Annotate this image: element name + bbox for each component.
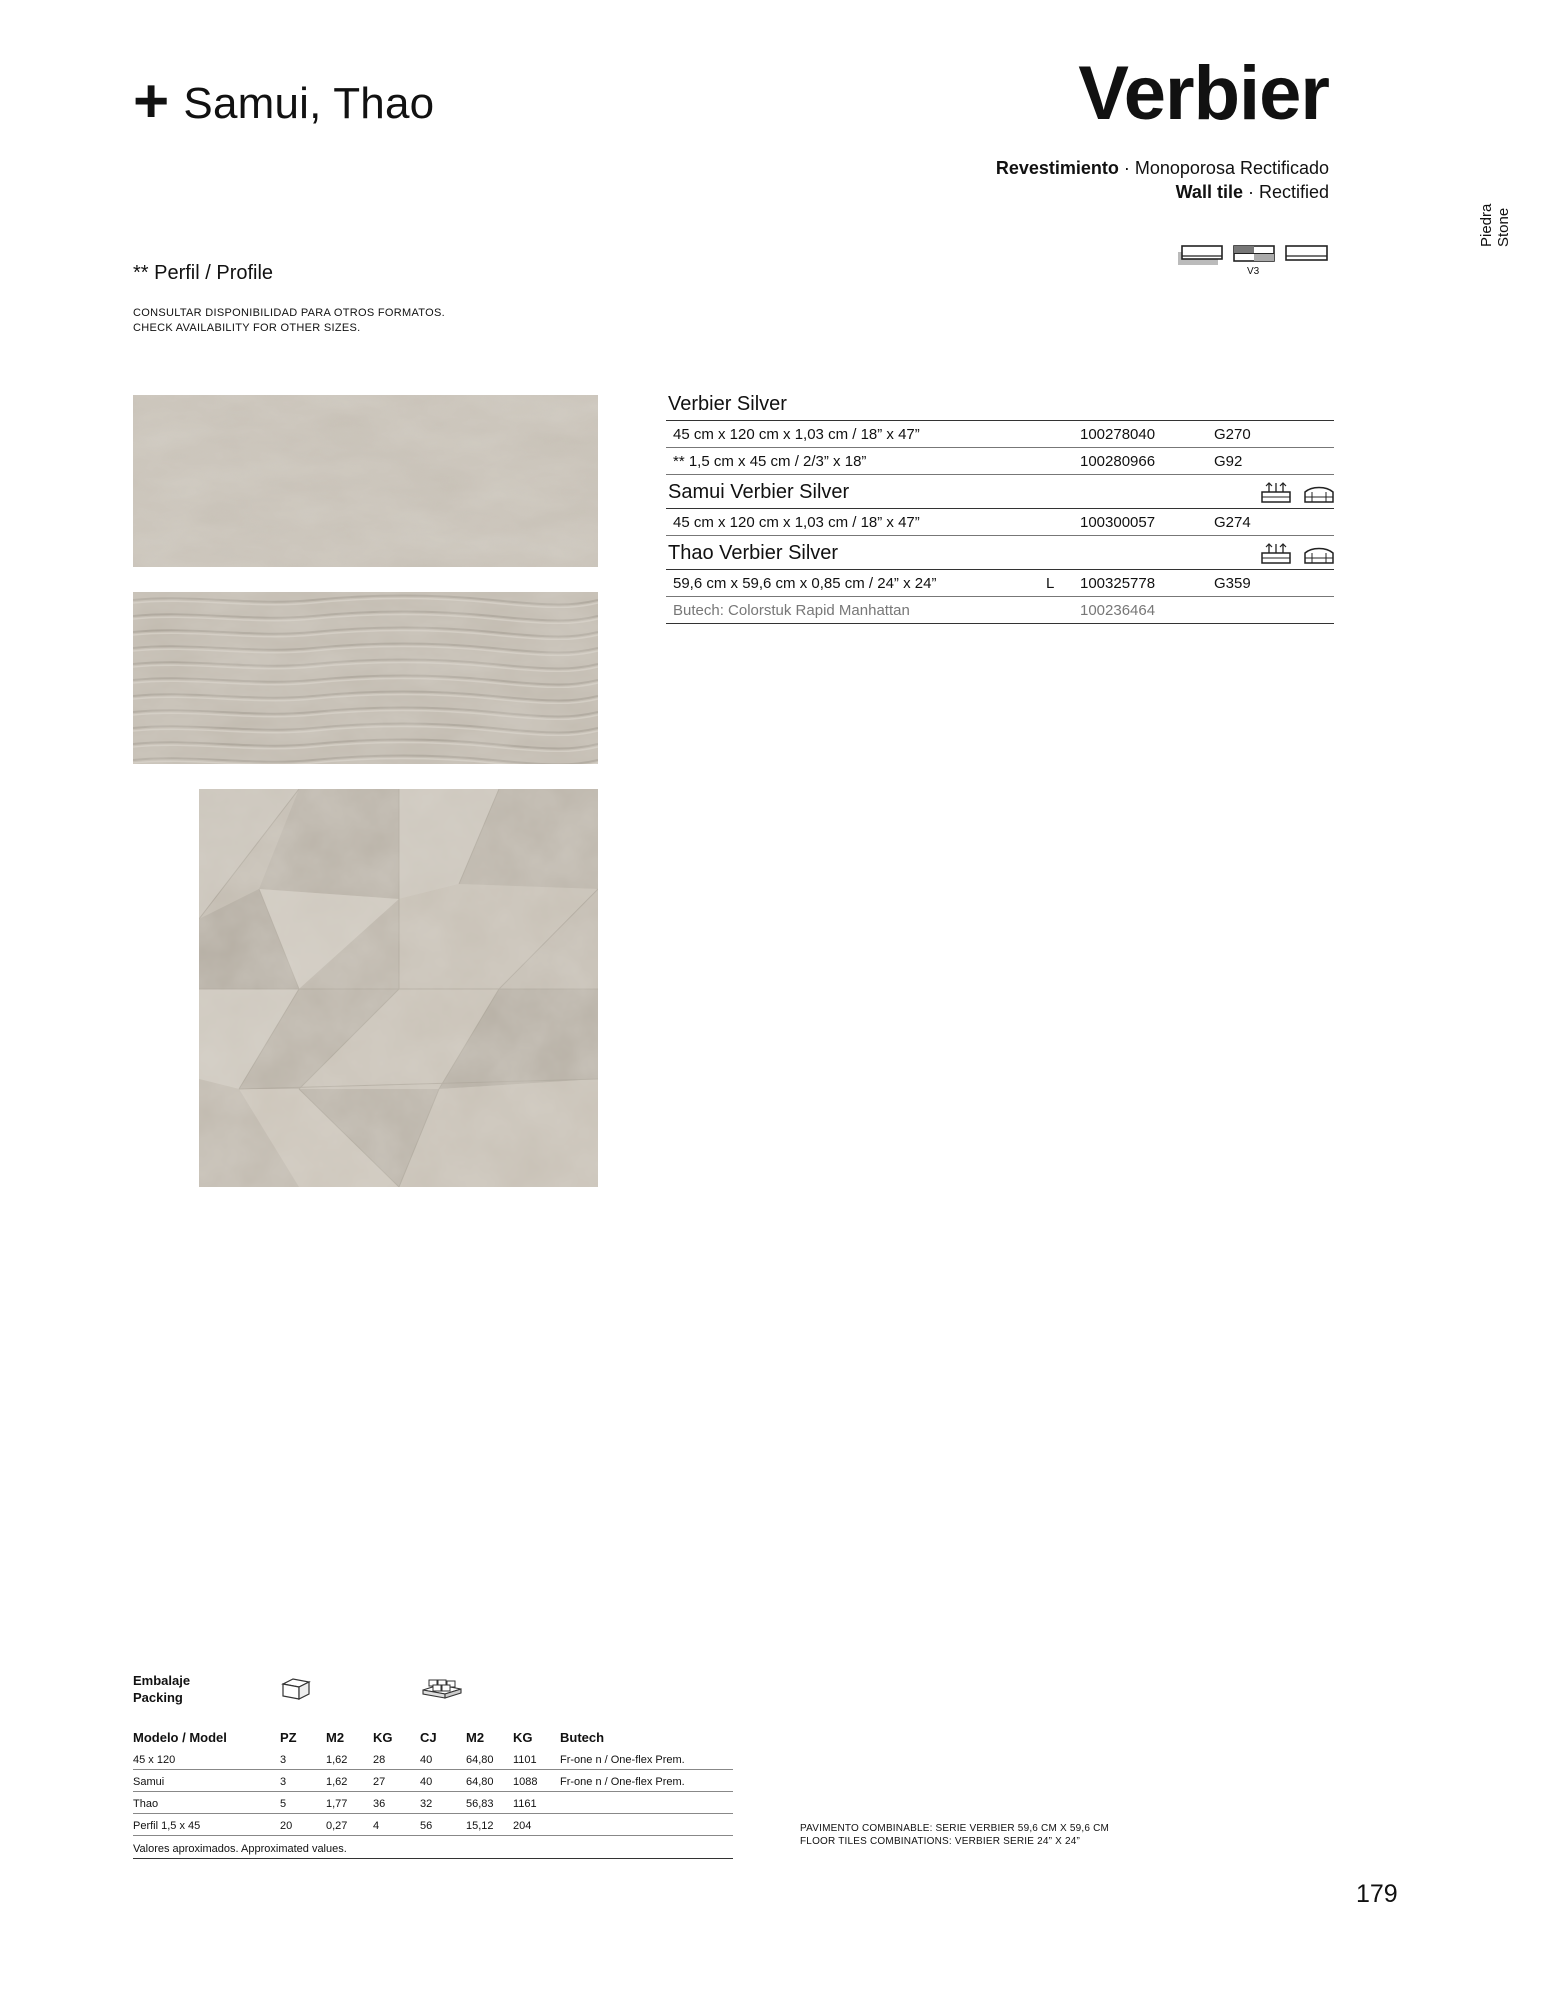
- plus-icon: +: [133, 67, 170, 136]
- packing-note-row: [133, 1835, 733, 1859]
- side-category-tab: [1478, 195, 1538, 255]
- combined-series-title: [133, 62, 435, 136]
- product-group: G92: [1214, 453, 1243, 470]
- combination-en: FLOOR TILES COMBINATIONS: VERBIER SERIE 24” X 24”: [800, 1836, 1081, 1847]
- verbier-silver-tile-image: [133, 395, 598, 567]
- rectified-edge-icon: [1286, 246, 1327, 260]
- packing-cell: 1101: [513, 1754, 537, 1766]
- packing-grid: [133, 1724, 733, 1859]
- packing-cell: Fr-one n / One-flex Prem.: [560, 1754, 685, 1766]
- product-code: 100325778: [1080, 575, 1156, 592]
- product-code: 100280966: [1080, 453, 1156, 470]
- packing-cell: 1,62: [326, 1754, 348, 1766]
- product-size: 45 cm x 120 cm x 1,03 cm / 18” x 47”: [673, 426, 920, 443]
- packing-cell: Samui: [133, 1776, 165, 1788]
- product-name: Samui Verbier Silver: [668, 481, 850, 503]
- product-size: 59,6 cm x 59,6 cm x 0,85 cm / 24” x 24”: [673, 575, 937, 592]
- packing-cell: 3: [280, 1754, 287, 1766]
- header-cj: CJ: [420, 1730, 437, 1745]
- category-es: [996, 158, 1329, 179]
- category-es-value: · Monoporosa Rectificado: [1123, 158, 1329, 178]
- product-row: [666, 509, 1334, 536]
- packing-note: Valores aproximados. Approximated values.: [133, 1843, 347, 1855]
- packing-cell: 56: [420, 1820, 433, 1832]
- product-row: [666, 570, 1334, 597]
- packing-cell: 28: [373, 1754, 386, 1766]
- header-model: Modelo / Model: [133, 1730, 227, 1745]
- product-name: Verbier Silver: [668, 393, 787, 415]
- product-code: 100278040: [1080, 426, 1156, 443]
- header-kg-pallet: KG: [513, 1730, 533, 1745]
- format-icons: [1178, 243, 1344, 277]
- box-icon: [279, 1676, 313, 1702]
- product-group: G274: [1214, 514, 1251, 531]
- packing-cell: 1,77: [326, 1798, 348, 1810]
- product-table: [666, 390, 1334, 624]
- header-kg-box: KG: [373, 1730, 393, 1745]
- floor-combination-note: [800, 1822, 1109, 1848]
- product-header-samui-verbier-silver: [666, 475, 1334, 509]
- packing-table: [133, 1672, 733, 1855]
- product-size: ** 1,5 cm x 45 cm / 2/3” x 18”: [673, 453, 867, 470]
- packing-cell: Fr-one n / One-flex Prem.: [560, 1776, 685, 1788]
- product-group: G270: [1214, 426, 1251, 443]
- packing-cell: 0,27: [326, 1820, 348, 1832]
- product-header-verbier-silver: [666, 390, 1334, 421]
- side-tab-en: Stone: [1495, 207, 1512, 247]
- product-size: Butech: Colorstuk Rapid Manhattan: [673, 602, 910, 619]
- wall-tile-icon: [1178, 246, 1222, 265]
- combination-es: PAVIMENTO COMBINABLE: SERIE VERBIER 59,6 CM X 59,6 CM: [800, 1823, 1110, 1834]
- product-row: [666, 421, 1334, 448]
- packing-row: [133, 1748, 733, 1770]
- packing-cell: 56,83: [466, 1798, 494, 1810]
- decor-icon: [1302, 483, 1336, 505]
- thao-verbier-silver-tile-image: [199, 789, 598, 1187]
- packing-cell: 40: [420, 1754, 433, 1766]
- header-pz: PZ: [280, 1730, 297, 1745]
- availability-en: CHECK AVAILABILITY FOR OTHER SIZES.: [133, 322, 361, 334]
- packing-cell: 36: [373, 1798, 386, 1810]
- product-row: [666, 448, 1334, 475]
- availability-es: CONSULTAR DISPONIBILIDAD PARA OTROS FORMATOS.: [133, 307, 445, 319]
- packing-header-row: [133, 1724, 733, 1748]
- product-header-thao-verbier-silver: [666, 536, 1334, 570]
- header-butech: Butech: [560, 1730, 605, 1745]
- packing-cell: 20: [280, 1820, 293, 1832]
- packing-cell: 32: [420, 1798, 433, 1810]
- packing-cell: 3: [280, 1776, 287, 1788]
- packing-cell: Perfil 1,5 x 45: [133, 1820, 201, 1832]
- packing-title-es: Embalaje: [133, 1673, 191, 1688]
- packing-row: [133, 1792, 733, 1814]
- packing-title-en: Packing: [133, 1690, 183, 1705]
- category-en-label: Wall tile: [1175, 182, 1243, 202]
- availability-note: [133, 306, 445, 336]
- packing-cell: 4: [373, 1820, 380, 1832]
- packing-row: [133, 1770, 733, 1792]
- v3-shade-variation-icon: [1234, 246, 1274, 277]
- product-group: G359: [1214, 575, 1251, 592]
- category-en: [1176, 182, 1329, 203]
- packing-row: [133, 1814, 733, 1835]
- product-code: 100300057: [1080, 514, 1156, 531]
- relief-icon: [1260, 481, 1292, 505]
- page-number: 179: [1356, 1880, 1398, 1908]
- packing-cell: 1,62: [326, 1776, 348, 1788]
- product-name: Thao Verbier Silver: [668, 542, 839, 564]
- packing-cell: 64,80: [466, 1754, 494, 1766]
- header-m2-box: M2: [326, 1730, 345, 1745]
- header-m2-pallet: M2: [466, 1730, 485, 1745]
- packing-cell: 1161: [513, 1798, 537, 1810]
- samui-verbier-silver-tile-image: [133, 592, 598, 764]
- packing-cell: 64,80: [466, 1776, 494, 1788]
- product-code: 100236464: [1080, 602, 1156, 619]
- relief-icon: [1260, 542, 1292, 566]
- product-row: [666, 597, 1334, 624]
- packing-cell: 5: [280, 1798, 287, 1810]
- profile-note: ** Perfil / Profile: [133, 262, 274, 284]
- product-size: 45 cm x 120 cm x 1,03 cm / 18” x 47”: [673, 514, 920, 531]
- decor-icon: [1302, 544, 1336, 566]
- packing-cell: 204: [513, 1820, 532, 1832]
- packing-cell: 1088: [513, 1776, 538, 1788]
- product-edge: L: [1046, 575, 1055, 592]
- packing-cell: 45 x 120: [133, 1754, 176, 1766]
- category-en-value: · Rectified: [1247, 182, 1329, 202]
- pallet-icon: [419, 1676, 465, 1702]
- combined-series-name: Samui, Thao: [183, 79, 435, 128]
- packing-cell: 40: [420, 1776, 433, 1788]
- packing-cell: 27: [373, 1776, 386, 1788]
- category-es-label: Revestimiento: [995, 158, 1119, 178]
- v3-label: V3: [1247, 266, 1260, 277]
- packing-cell: Thao: [133, 1798, 159, 1810]
- side-tab-es: Piedra: [1478, 203, 1495, 247]
- packing-cell: 15,12: [466, 1820, 494, 1832]
- series-title: Verbier: [1078, 51, 1329, 136]
